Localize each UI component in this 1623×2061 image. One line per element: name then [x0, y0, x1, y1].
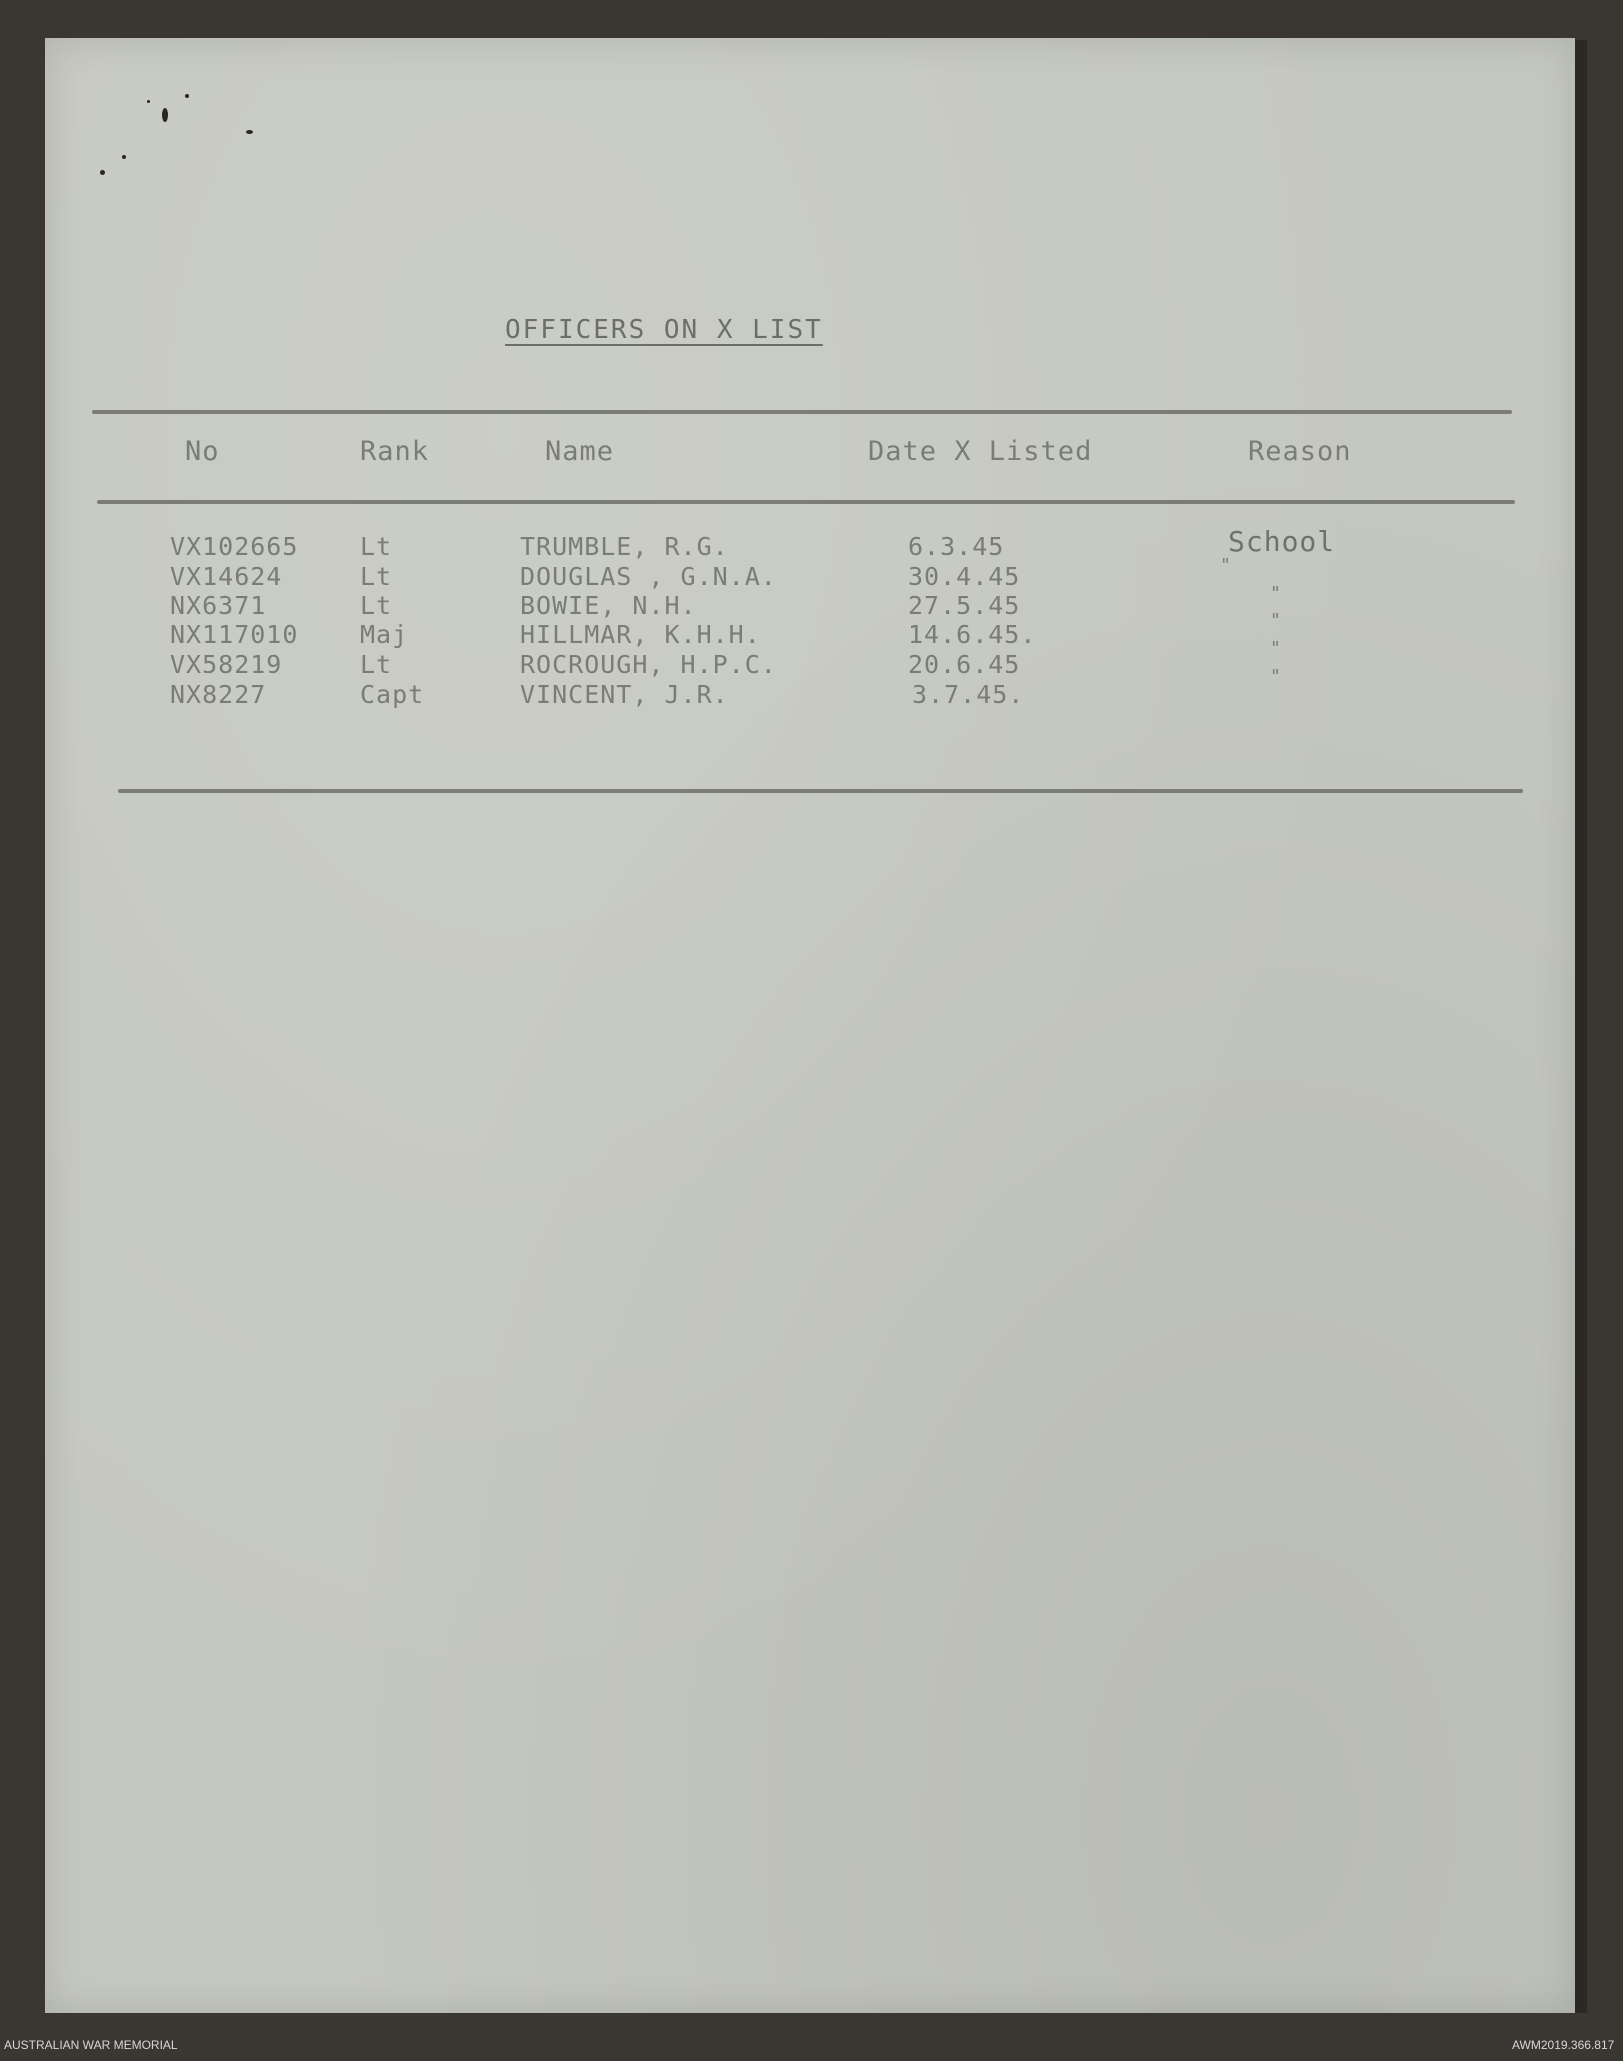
row-reason: "	[1270, 666, 1282, 687]
row-no: VX58219	[170, 650, 283, 679]
ink-speck	[122, 155, 126, 159]
row-rank: Lt	[360, 562, 393, 591]
ink-speck	[185, 94, 189, 98]
row-date: 6.3.45	[908, 532, 1005, 561]
row-date: 30.4.45	[908, 562, 1021, 591]
row-date: 3.7.45.	[912, 680, 1025, 709]
ink-speck	[246, 130, 253, 134]
row-name: HILLMAR, K.H.H.	[520, 620, 761, 649]
row-rank: Lt	[360, 532, 393, 561]
page-edge-shadow	[1575, 40, 1587, 2013]
table-bottom-rule	[118, 789, 1523, 793]
header-no: No	[185, 436, 220, 467]
row-no: VX14624	[170, 562, 283, 591]
row-reason: School	[1228, 525, 1336, 558]
document-title: OFFICERS ON X LIST	[505, 315, 823, 345]
row-reason: "	[1270, 638, 1282, 659]
header-rank: Rank	[360, 436, 430, 467]
table-top-rule	[92, 410, 1512, 414]
row-date: 27.5.45	[908, 591, 1021, 620]
row-rank: Maj	[360, 620, 409, 649]
row-name: DOUGLAS , G.N.A.	[520, 562, 777, 591]
row-rank: Lt	[360, 591, 393, 620]
row-reason: "	[1270, 583, 1282, 604]
table-header-rule	[97, 500, 1515, 504]
row-name: VINCENT, J.R.	[520, 680, 729, 709]
footer-accession-number: AWM2019.366.817	[1512, 2038, 1615, 2052]
row-name: ROCROUGH, H.P.C.	[520, 650, 777, 679]
row-name: BOWIE, N.H.	[520, 591, 697, 620]
row-no: NX8227	[170, 680, 267, 709]
row-no: VX102665	[170, 532, 299, 561]
row-no: NX6371	[170, 591, 267, 620]
row-no: NX117010	[170, 620, 299, 649]
row-rank: Capt	[360, 680, 425, 709]
row-reason: "	[1270, 610, 1282, 631]
row-date: 14.6.45.	[908, 620, 1037, 649]
row-date: 20.6.45	[908, 650, 1021, 679]
ink-speck	[162, 108, 168, 122]
header-reason: Reason	[1248, 436, 1352, 467]
row-rank: Lt	[360, 650, 393, 679]
row-reason: "	[1220, 555, 1232, 576]
header-name: Name	[545, 436, 615, 467]
ink-speck	[147, 100, 150, 103]
row-name: TRUMBLE, R.G.	[520, 532, 729, 561]
header-date-x-listed: Date X Listed	[868, 436, 1093, 467]
footer-institution: AUSTRALIAN WAR MEMORIAL	[4, 2038, 178, 2052]
ink-speck	[100, 170, 105, 175]
